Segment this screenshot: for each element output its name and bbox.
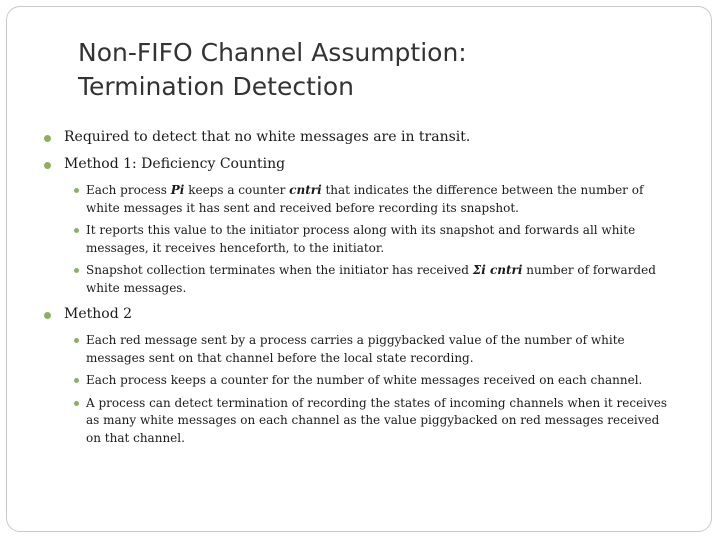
text-run: Snapshot collection terminates when the initiator has received [86, 263, 473, 277]
bullet-dot-icon [44, 162, 51, 169]
bullet-item [38, 128, 678, 147]
bullet-dot-icon [74, 188, 79, 193]
bullet-text: Method 1: Deficiency Counting [64, 156, 286, 172]
sub-bullet-text: A process can detect termination of recording the states of incoming channels when it receives as many white messages on each channel as the value piggybacked on red messages received on that channel. [86, 395, 668, 445]
slide-content [38, 128, 678, 452]
sub-bullet-text: Each process keeps a counter for the number of white messages received on each channel. [86, 373, 643, 387]
sub-bullet-item [38, 395, 678, 448]
sub-bullet-text: Each red message sent by a process carries a piggybacked value of the number of white messages sent on that channel before the local state recording. [86, 333, 625, 365]
emphasis-run: cntri [289, 183, 322, 197]
bullet-text: Method 2 [64, 306, 133, 322]
sub-bullet-item [38, 222, 678, 257]
bullet-dot-icon [74, 228, 79, 233]
emphasis-run: Pi [170, 183, 185, 197]
bullet-dot-icon [74, 268, 79, 273]
sub-bullet-text: It reports this value to the initiator process along with its snapshot and forwards all white messages, it receives henceforth, to the initiator. [86, 223, 636, 255]
title-line-2: Termination Detection [78, 72, 354, 101]
bullet-item [38, 305, 678, 324]
sub-bullet-text [86, 183, 643, 215]
emphasis-run: Σi cntri [472, 263, 523, 277]
text-run: number of forwarded white messages. [86, 263, 656, 295]
bullet-dot-icon [74, 378, 79, 383]
sub-bullet-item [38, 372, 678, 390]
text-run: Each process [86, 183, 171, 197]
sub-bullet-item [38, 332, 678, 367]
bullet-text: Required to detect that no white messages are in transit. [64, 129, 471, 145]
sub-bullet-text [86, 263, 656, 295]
bullet-dot-icon [44, 135, 51, 142]
sub-bullet-item [38, 182, 678, 217]
title-line-1: Non-FIFO Channel Assumption: [78, 38, 467, 67]
bullet-dot-icon [74, 401, 79, 406]
text-run: keeps a counter [184, 183, 290, 197]
sub-bullet-item [38, 262, 678, 297]
slide-title [78, 36, 467, 104]
bullet-dot-icon [74, 338, 79, 343]
bullet-item [38, 155, 678, 174]
text-run: that indicates the difference between the number of white messages it has sent and received before recording its snapshot. [86, 183, 644, 215]
bullet-dot-icon [44, 312, 51, 319]
